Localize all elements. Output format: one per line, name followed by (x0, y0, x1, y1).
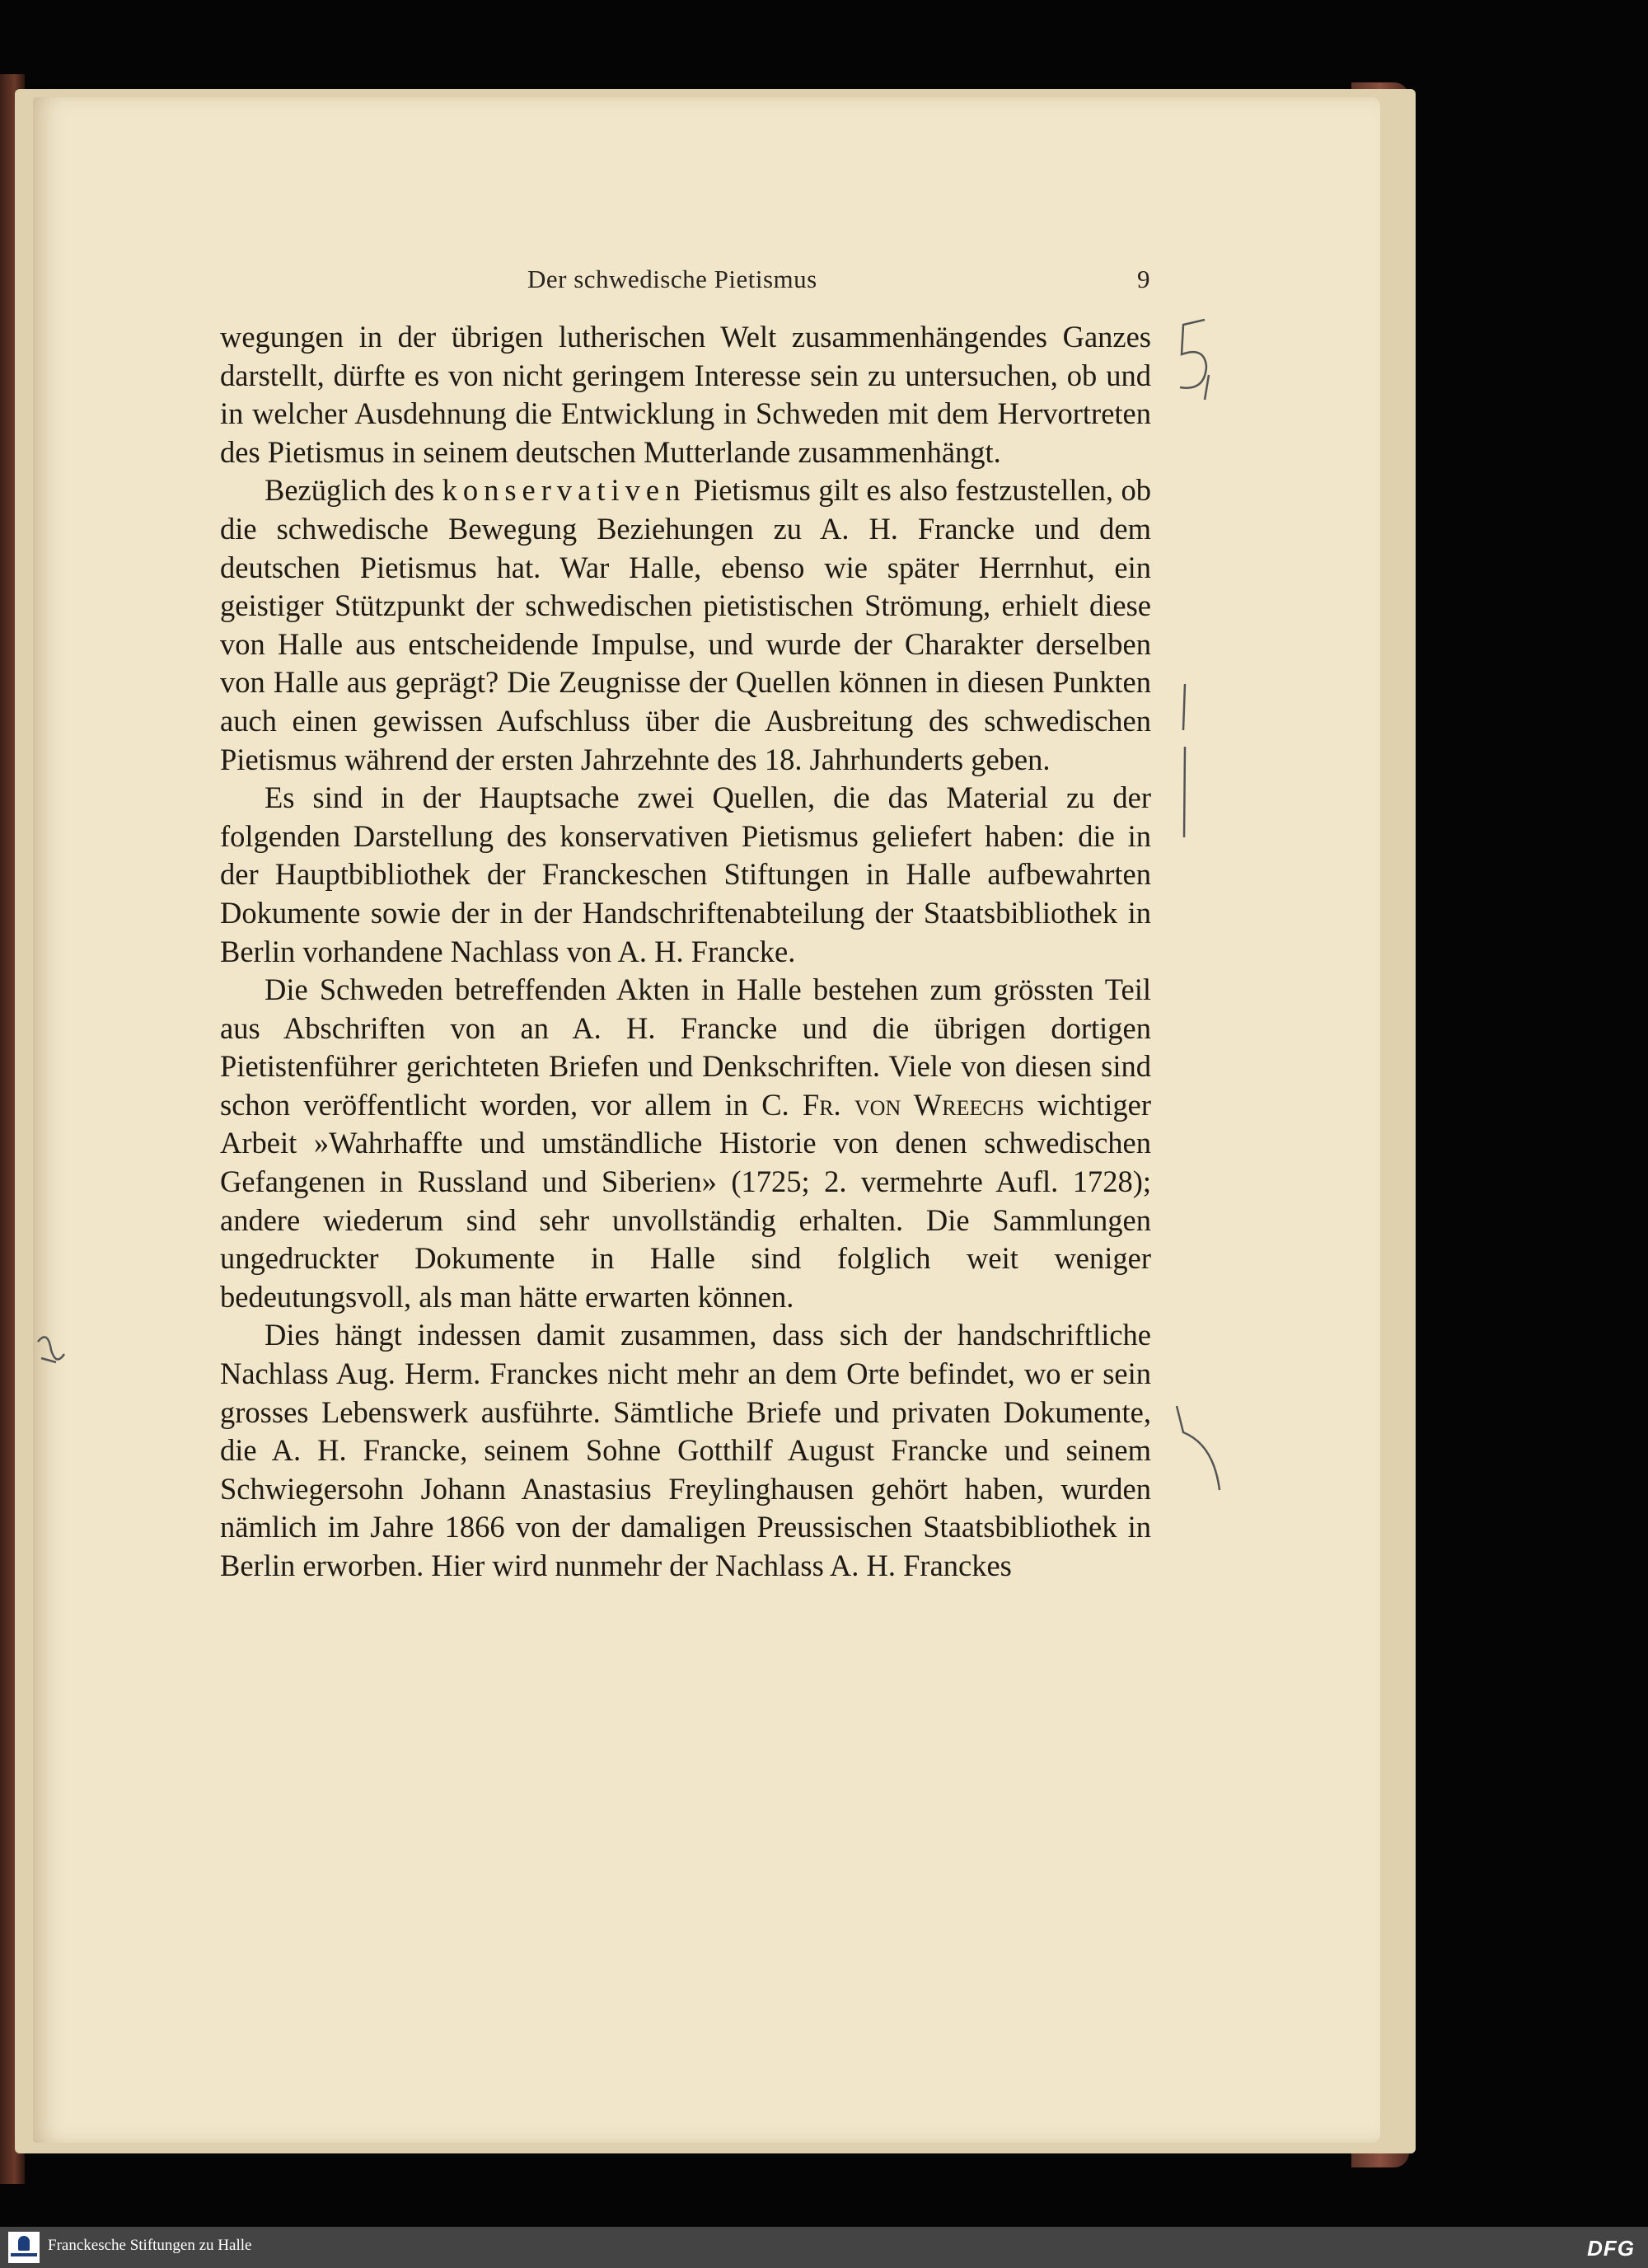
paragraph-3: Es sind in der Hauptsache zwei Quellen, die das Material zu der folgenden Darstellung des konservativen Pietismus geliefert haben: die in der Hauptbibliothek der Franckeschen Stiftungen in Halle aufbewahrten Dokumente sowie der in der Handschriftenabteilung der Staatsbibliothek in Berlin vorhandene Nachlass von A. H. Francke. (220, 780, 1151, 968)
text-body (220, 318, 1151, 1586)
paragraph-1: wegungen in der übrigen lutherischen Welt zusammenhängendes Ganzes darstellt, dürfte es von nicht geringem Interesse sein zu untersuchen, ob und in welcher Ausdehnung die Entwicklung in Schweden mit dem Hervortreten des Pietismus in seinem deutschen Mutterlande zusammenhängt. (220, 320, 1151, 469)
dfg-logo: DFG (1587, 2236, 1635, 2261)
paragraph-5: Dies hängt indessen damit zusammen, dass sich der handschriftliche Nachlass Aug. Herm. Franckes nicht mehr an dem Orte befindet, wo er sein grosses Lebenswerk ausführte. Sämtliche Briefe und privaten Dokumente, die A. H. Francke, seinem Sohne Gotthilf August Francke und seinem Schwiegersohn Johann Anastasius Freylinghausen gehört haben, wurden nämlich im Jahre 1866 von der damaligen Preussischen Staatsbibliothek in Berlin erworben. Hier wird nunmehr der Nachlass A. H. Franckes (220, 1318, 1151, 1582)
institution-name[interactable]: Franckesche Stiftungen zu Halle (48, 2237, 252, 2254)
paragraph-2-rest: Pietismus gilt es also festzustellen, ob die schwedische Bewegung Beziehungen zu A. H. Francke und dem deutschen Pietismus hat. War Halle, ebenso wie später Herrnhut, ein geistiger Stützpunkt der schwedischen pietistischen Strömung, erhielt diese von Halle aus entscheidende Impulse, und wurde der Charakter derselben von Halle aus geprägt? Die Zeugnisse der Quellen können in diesen Punkten auch einen gewissen Aufschluss über die Ausbreitung des schwedischen Pietismus während der ersten Jahrzehnte des 18. Jahrhunderts geben. (220, 473, 1152, 776)
institution-logo (8, 2232, 40, 2263)
paragraph-4-start: Die Schweden betreffenden Akten in Halle bestehen zum grössten Teil aus Abschriften von an A. H. Francke und die übrigen dortigen Pietistenführer gerichteten Briefen und Denkschriften. Viele von diesen sind schon veröffentlicht worden, vor allem in C. (220, 972, 1151, 1122)
author-name-smallcaps: Fr. von Wreechs (802, 1087, 1024, 1122)
page-number: 9 (1137, 265, 1150, 293)
pencil-mark-5 (1172, 313, 1221, 404)
paragraph-4 (220, 971, 1151, 1316)
pencil-margin-bracket-2 (1168, 1399, 1234, 1498)
footer-bar (0, 2227, 1648, 2268)
running-head (33, 256, 1380, 298)
emphasis-konservativen: konservativen (442, 473, 686, 508)
paragraph-2 (220, 471, 1151, 779)
paragraph-4-rest: wichtiger Arbeit »Wahrhaffte und umständliche Historie von denen schwedischen Gefangenen in Russland und Siberien» (1725; 2. vermehrte Aufl. 1728); andere wiederum sind sehr unvollständig erhalten. Die Sammlungen ungedruckter Dokumente in Halle sind folglich weit weniger bedeutungsvoll, als man hätte erwarten können. (220, 1087, 1152, 1314)
pencil-margin-line-1 (1180, 681, 1190, 846)
paragraph-2-start: Bezüglich des (265, 473, 435, 508)
running-title: Der schwedische Pietismus (527, 265, 817, 293)
pencil-left-scribble (31, 1325, 73, 1375)
book-page (33, 97, 1380, 2143)
